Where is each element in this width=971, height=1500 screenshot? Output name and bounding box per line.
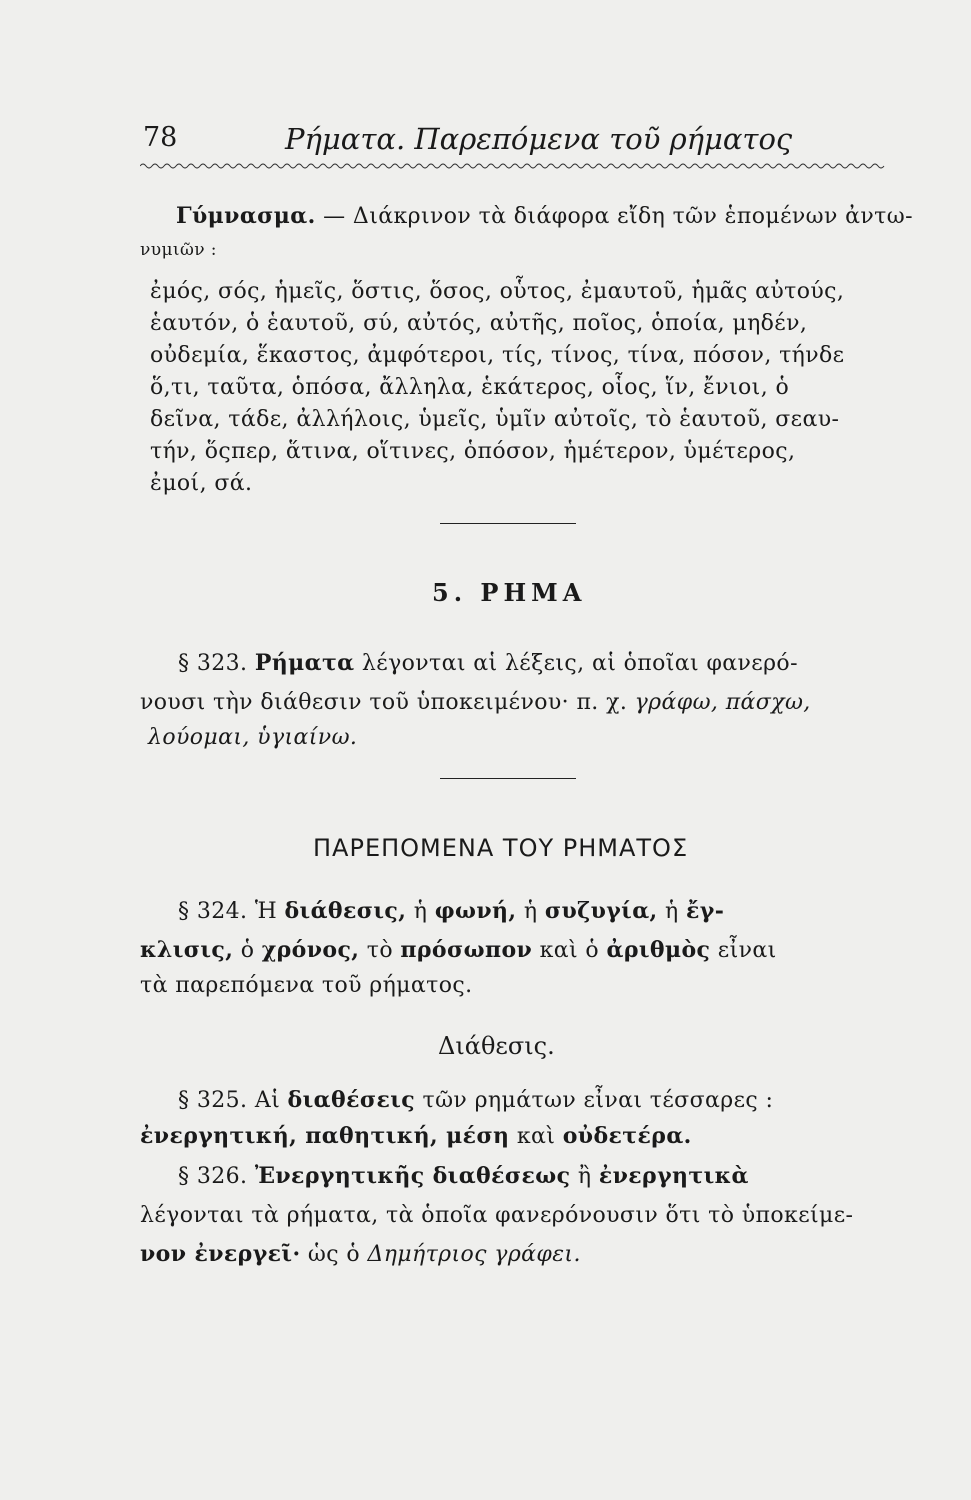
para-324-line-3: τὰ παρεπόμενα τοῦ ρήματος. bbox=[140, 973, 473, 998]
term: νον ἐνεργεῖ· bbox=[140, 1241, 301, 1267]
heading-parepomena: ΠΑΡΕΠΟΜΕΝΑ ΤΟΥ ΡΗΜΑΤΟΣ bbox=[313, 834, 689, 862]
exercise-line-1 bbox=[176, 203, 913, 229]
page-number: 78 bbox=[143, 122, 178, 153]
para-324-line-1 bbox=[178, 898, 724, 924]
conjunction: καὶ bbox=[516, 1124, 556, 1149]
para-number: 324. bbox=[196, 899, 248, 924]
exercise-label: Γύμνασμα. bbox=[176, 203, 316, 229]
article: Ἡ bbox=[254, 899, 278, 924]
pronoun-list-line: οὐδεμία, ἕκαστος, ἀμφότεροι, τίς, τίνος, τίνα, πόσον, τήνδε bbox=[150, 343, 845, 368]
section-symbol: § bbox=[178, 1164, 190, 1189]
term: συζυγία, bbox=[544, 898, 658, 924]
para-326-line-2: λέγονται τὰ ρήματα, τὰ ὁποῖα φανερόνουσιν ὅτι τὸ ὑποκείμε- bbox=[140, 1203, 854, 1228]
pronoun-list-line: ὅ,τι, ταῦτα, ὁπόσα, ἄλληλα, ἑκάτερος, οἷος, ἵν, ἔνιοι, ὁ bbox=[150, 375, 790, 400]
article: Αἱ bbox=[254, 1088, 281, 1113]
para-326-line-1 bbox=[178, 1163, 749, 1189]
article: ἡ bbox=[413, 899, 428, 924]
para-326-line-3 bbox=[140, 1241, 581, 1267]
para-number: 323. bbox=[196, 651, 248, 676]
pronoun-list-line: ἐμοί, σά. bbox=[150, 471, 253, 496]
term: διαθέσεις bbox=[287, 1087, 416, 1113]
term: πρόσωπον bbox=[400, 937, 533, 963]
para-324-line-2 bbox=[140, 937, 777, 963]
term: ἔγ- bbox=[686, 898, 725, 924]
section-title: 5. ΡΗΜΑ bbox=[432, 578, 587, 607]
verb: εἶναι bbox=[717, 938, 777, 963]
term: διάθεσις, bbox=[284, 898, 407, 924]
term: φωνή, bbox=[434, 898, 517, 924]
para-323-line-3: λούομαι, ὑγιαίνω. bbox=[148, 725, 358, 750]
conjunction: καὶ ὁ bbox=[539, 938, 600, 963]
conjunction: ἢ bbox=[577, 1164, 592, 1189]
term: Ἐνεργητικῆς διαθέσεως bbox=[254, 1163, 571, 1189]
example-sentence: Δημήτριος γράφει. bbox=[367, 1242, 581, 1267]
exercise-line-2: νυμιῶν : bbox=[140, 240, 217, 260]
term: ἀριθμὸς bbox=[606, 937, 711, 963]
para-text: νουσι τὴν διάθεσιν τοῦ ὑποκειμένου· π. χ. bbox=[140, 690, 628, 715]
header-wavy-rule bbox=[140, 162, 885, 170]
divider-rule bbox=[440, 778, 576, 779]
article: ἡ bbox=[665, 899, 679, 924]
term-rimata: Ρήματα bbox=[254, 650, 355, 676]
running-title: Ρήματα. Παρεπόμενα τοῦ ρήματος bbox=[285, 122, 793, 156]
subheading-diathesis: Διάθεσις. bbox=[438, 1032, 555, 1060]
term: χρόνος, bbox=[261, 937, 360, 963]
term: οὐδετέρα. bbox=[562, 1123, 692, 1149]
exercise-intro: — Διάκρινον τὰ διάφορα εἴδη τῶν ἑπομένων ἀντω- bbox=[323, 204, 913, 229]
conjunction: ὡς ὁ bbox=[307, 1242, 361, 1267]
pronoun-list-line: ἐμός, σός, ἡμεῖς, ὅστις, ὅσος, οὗτος, ἐμαυτοῦ, ἡμᾶς αὐτούς, bbox=[150, 279, 845, 304]
pronoun-list-line: ἑαυτόν, ὁ ἑαυτοῦ, σύ, αὐτός, αὐτῆς, ποῖος, ὁποία, μηδέν, bbox=[150, 311, 808, 336]
section-symbol: § bbox=[178, 1088, 190, 1113]
para-323-line-1 bbox=[178, 650, 798, 676]
pronoun-list-line: δεῖνα, τάδε, ἀλλήλοις, ὑμεῖς, ὑμῖν αὐτοῖς, τὸ ἑαυτοῦ, σεαυ- bbox=[150, 407, 840, 432]
section-symbol: § bbox=[178, 651, 190, 676]
para-number: 326. bbox=[196, 1164, 248, 1189]
pronoun-list-line: τήν, ὅςπερ, ἅτινα, οἵτινες, ὁπόσον, ἡμέτερον, ὑμέτερος, bbox=[150, 439, 796, 464]
example-words: γράφω, πάσχω, bbox=[634, 690, 811, 715]
para-325-line-1 bbox=[178, 1087, 773, 1113]
para-325-line-2 bbox=[140, 1123, 692, 1149]
para-323-line-2 bbox=[140, 690, 811, 715]
term: ἐνεργητικὰ bbox=[598, 1163, 749, 1189]
term: κλισις, bbox=[140, 937, 234, 963]
para-text: λέγονται αἱ λέξεις, αἱ ὁποῖαι φανερό- bbox=[361, 651, 798, 676]
article: ὁ bbox=[240, 938, 255, 963]
term: ἐνεργητική, παθητική, μέση bbox=[140, 1123, 510, 1149]
section-symbol: § bbox=[178, 899, 190, 924]
para-number: 325. bbox=[196, 1088, 248, 1113]
divider-rule bbox=[440, 523, 576, 524]
article: τὸ bbox=[366, 938, 393, 963]
article: ἡ bbox=[523, 899, 538, 924]
para-text: τῶν ρημάτων εἶναι τέσσαρες : bbox=[422, 1088, 774, 1113]
